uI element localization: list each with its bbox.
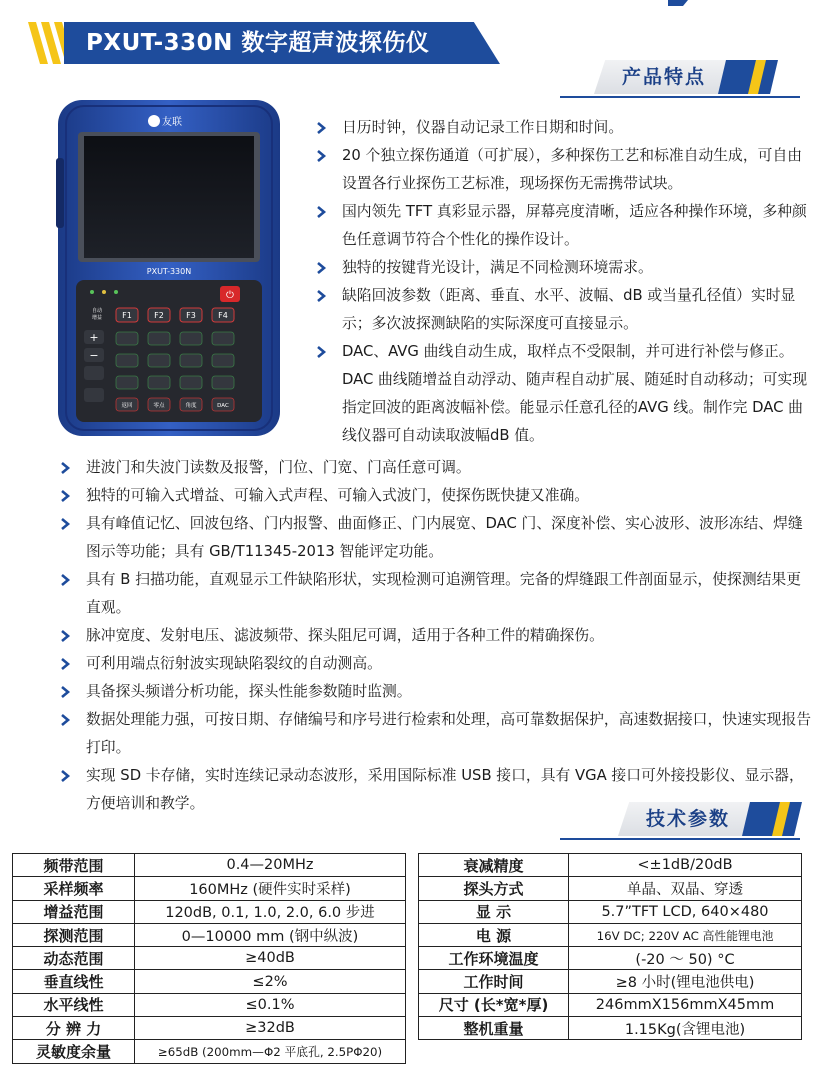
table-row: 采样频率 160MHz (硬件实时采样) xyxy=(13,877,406,900)
chevron-right-icon xyxy=(58,517,72,531)
chevron-right-icon xyxy=(58,573,72,587)
features-list-bottom xyxy=(56,454,812,818)
device-label: 自动 xyxy=(92,308,103,314)
svg-text:⏻: ⏻ xyxy=(226,290,234,301)
fkey-label: F2 xyxy=(154,311,164,320)
list-item: 独特的可输入式增益、可输入式声程、可输入式波门，使探伤既快捷又准确。 xyxy=(56,482,812,510)
device-label: 角度 xyxy=(185,403,197,409)
list-item: 进波门和失波门读数及报警，门位、门宽、门高任意可调。 xyxy=(56,454,812,482)
table-row: 整机重量 1.15Kg(含锂电池) xyxy=(419,1017,802,1040)
chevron-right-icon xyxy=(314,149,328,163)
svg-text:+: + xyxy=(89,331,99,344)
table-row: 动态范围 ≥40dB xyxy=(13,947,406,970)
fkey-label: F4 xyxy=(218,311,228,320)
device-label: 增益 xyxy=(92,315,103,321)
list-item: 具有峰值记忆、回波包络、门内报警、曲面修正、门内展宽、DAC 门、深度补偿、实心波形、波形冻结、焊缝图示等功能；具有 GB/T11345-2013 智能评定功能。 xyxy=(56,510,812,566)
list-item: 20 个独立探伤通道（可扩展），多种探伤工艺和标准自动生成，可自由设置各行业探伤工艺标准，现场探伤无需携带试块。 xyxy=(312,142,812,198)
chevron-right-icon xyxy=(314,121,328,135)
features-tab-underline xyxy=(560,96,800,98)
list-item: 缺陷回波参数（距离、垂直、水平、波幅、dB 或当量孔径值）实时显示；多次波探测缺陷的实际深度可直接显示。 xyxy=(312,282,812,338)
device-label: 零点 xyxy=(153,403,165,409)
table-row: 工作时间 ≥8 小时(锂电池供电) xyxy=(419,970,802,993)
fkey-label: F3 xyxy=(186,311,196,320)
features-heading: 产品特点 xyxy=(622,66,707,88)
table-row: 频带范围 0.4—20MHz xyxy=(13,854,406,877)
list-item: 国内领先 TFT 真彩显示器，屏幕亮度清晰，适应各种操作环境，多种颜色任意调节符合个性化的操作设计。 xyxy=(312,198,812,254)
chevron-right-icon xyxy=(314,345,328,359)
device-model: PXUT-330N xyxy=(146,267,192,276)
svg-text:−: − xyxy=(89,349,99,362)
table-row: 灵敏度余量 ≥65dB (200mm—Φ2 平底孔, 2.5PΦ20) xyxy=(13,1040,406,1063)
chevron-right-icon xyxy=(58,657,72,671)
device-brand: 友联 xyxy=(162,117,182,128)
specs-accent-icon xyxy=(740,802,802,836)
list-item: 数据处理能力强，可按日期、存储编号和序号进行检索和处理，高可靠数据保护，高速数据接口，快速实现报告打印。 xyxy=(56,706,812,762)
page-title: PXUT-330N 数字超声波探伤仪 xyxy=(86,30,430,56)
list-item: 具有 B 扫描功能，直观显示工件缺陷形状，实现检测可追溯管理。完备的焊缝跟工件剖面显示，使探测结果更直观。 xyxy=(56,566,812,622)
chevron-right-icon xyxy=(314,289,328,303)
list-item: 脉冲宽度、发射电压、滤波频带、探头阻尼可调，适用于各种工件的精确探伤。 xyxy=(56,622,812,650)
table-row: 水平线性 ≤0.1% xyxy=(13,993,406,1016)
specs-tab xyxy=(618,802,758,836)
device-label: DAC xyxy=(217,403,229,409)
chevron-right-icon xyxy=(58,629,72,643)
chevron-right-icon xyxy=(58,685,72,699)
list-item: DAC、AVG 曲线自动生成，取样点不受限制，并可进行补偿与修正。DAC 曲线随增益自动浮动、随声程自动扩展、随延时自动移动；可实现指定回波的距离波幅补偿。能显示任意孔径的AVG 线。制作完 DAC 曲线仪器可自动读取波幅dB 值。 xyxy=(312,338,812,450)
spec-table-left xyxy=(12,853,406,1064)
features-list-top xyxy=(312,114,812,450)
table-row: 垂直线性 ≤2% xyxy=(13,970,406,993)
specs-heading: 技术参数 xyxy=(646,808,731,830)
table-row: 探测范围 0—10000 mm (钢中纵波) xyxy=(13,923,406,946)
features-tab xyxy=(594,60,734,94)
chevron-right-icon xyxy=(58,489,72,503)
list-item: 独特的按键背光设计，满足不同检测环境需求。 xyxy=(312,254,812,282)
list-item: 具备探头频谱分析功能，探头性能参数随时监测。 xyxy=(56,678,812,706)
chevron-right-icon xyxy=(314,261,328,275)
table-row: 工作环境温度 (-20 ～ 50) °C xyxy=(419,947,802,970)
table-row: 衰减精度 <±1dB/20dB xyxy=(419,854,802,877)
specs-tab-underline xyxy=(560,838,800,840)
table-row: 增益范围 120dB, 0.1, 1.0, 2.0, 6.0 步进 xyxy=(13,900,406,923)
chevron-right-icon xyxy=(314,205,328,219)
chevron-right-icon xyxy=(58,461,72,475)
table-row: 分 辨 力 ≥32dB xyxy=(13,1017,406,1040)
chevron-right-icon xyxy=(58,713,72,727)
list-item: 实现 SD 卡存储，实时连续记录动态波形，采用国际标准 USB 接口，具有 VGA 接口可外接投影仪、显示器，方便培训和教学。 xyxy=(56,762,812,818)
corner-accent xyxy=(668,0,688,6)
fkey-label: F1 xyxy=(122,311,132,320)
list-item: 可利用端点衍射波实现缺陷裂纹的自动测高。 xyxy=(56,650,812,678)
list-item: 日历时钟，仪器自动记录工作日期和时间。 xyxy=(312,114,812,142)
chevron-right-icon xyxy=(58,769,72,783)
device-label: 返回 xyxy=(121,403,133,409)
table-row: 探头方式 单晶、双晶、穿透 xyxy=(419,877,802,900)
features-accent-icon xyxy=(716,60,778,94)
spec-table-right xyxy=(418,853,802,1040)
table-row: 电 源 16V DC; 220V AC 高性能锂电池 xyxy=(419,923,802,946)
device-image xyxy=(56,98,282,438)
table-row: 尺寸 (长*宽*厚) 246mmX156mmX45mm xyxy=(419,993,802,1016)
table-row: 显 示 5.7”TFT LCD, 640×480 xyxy=(419,900,802,923)
